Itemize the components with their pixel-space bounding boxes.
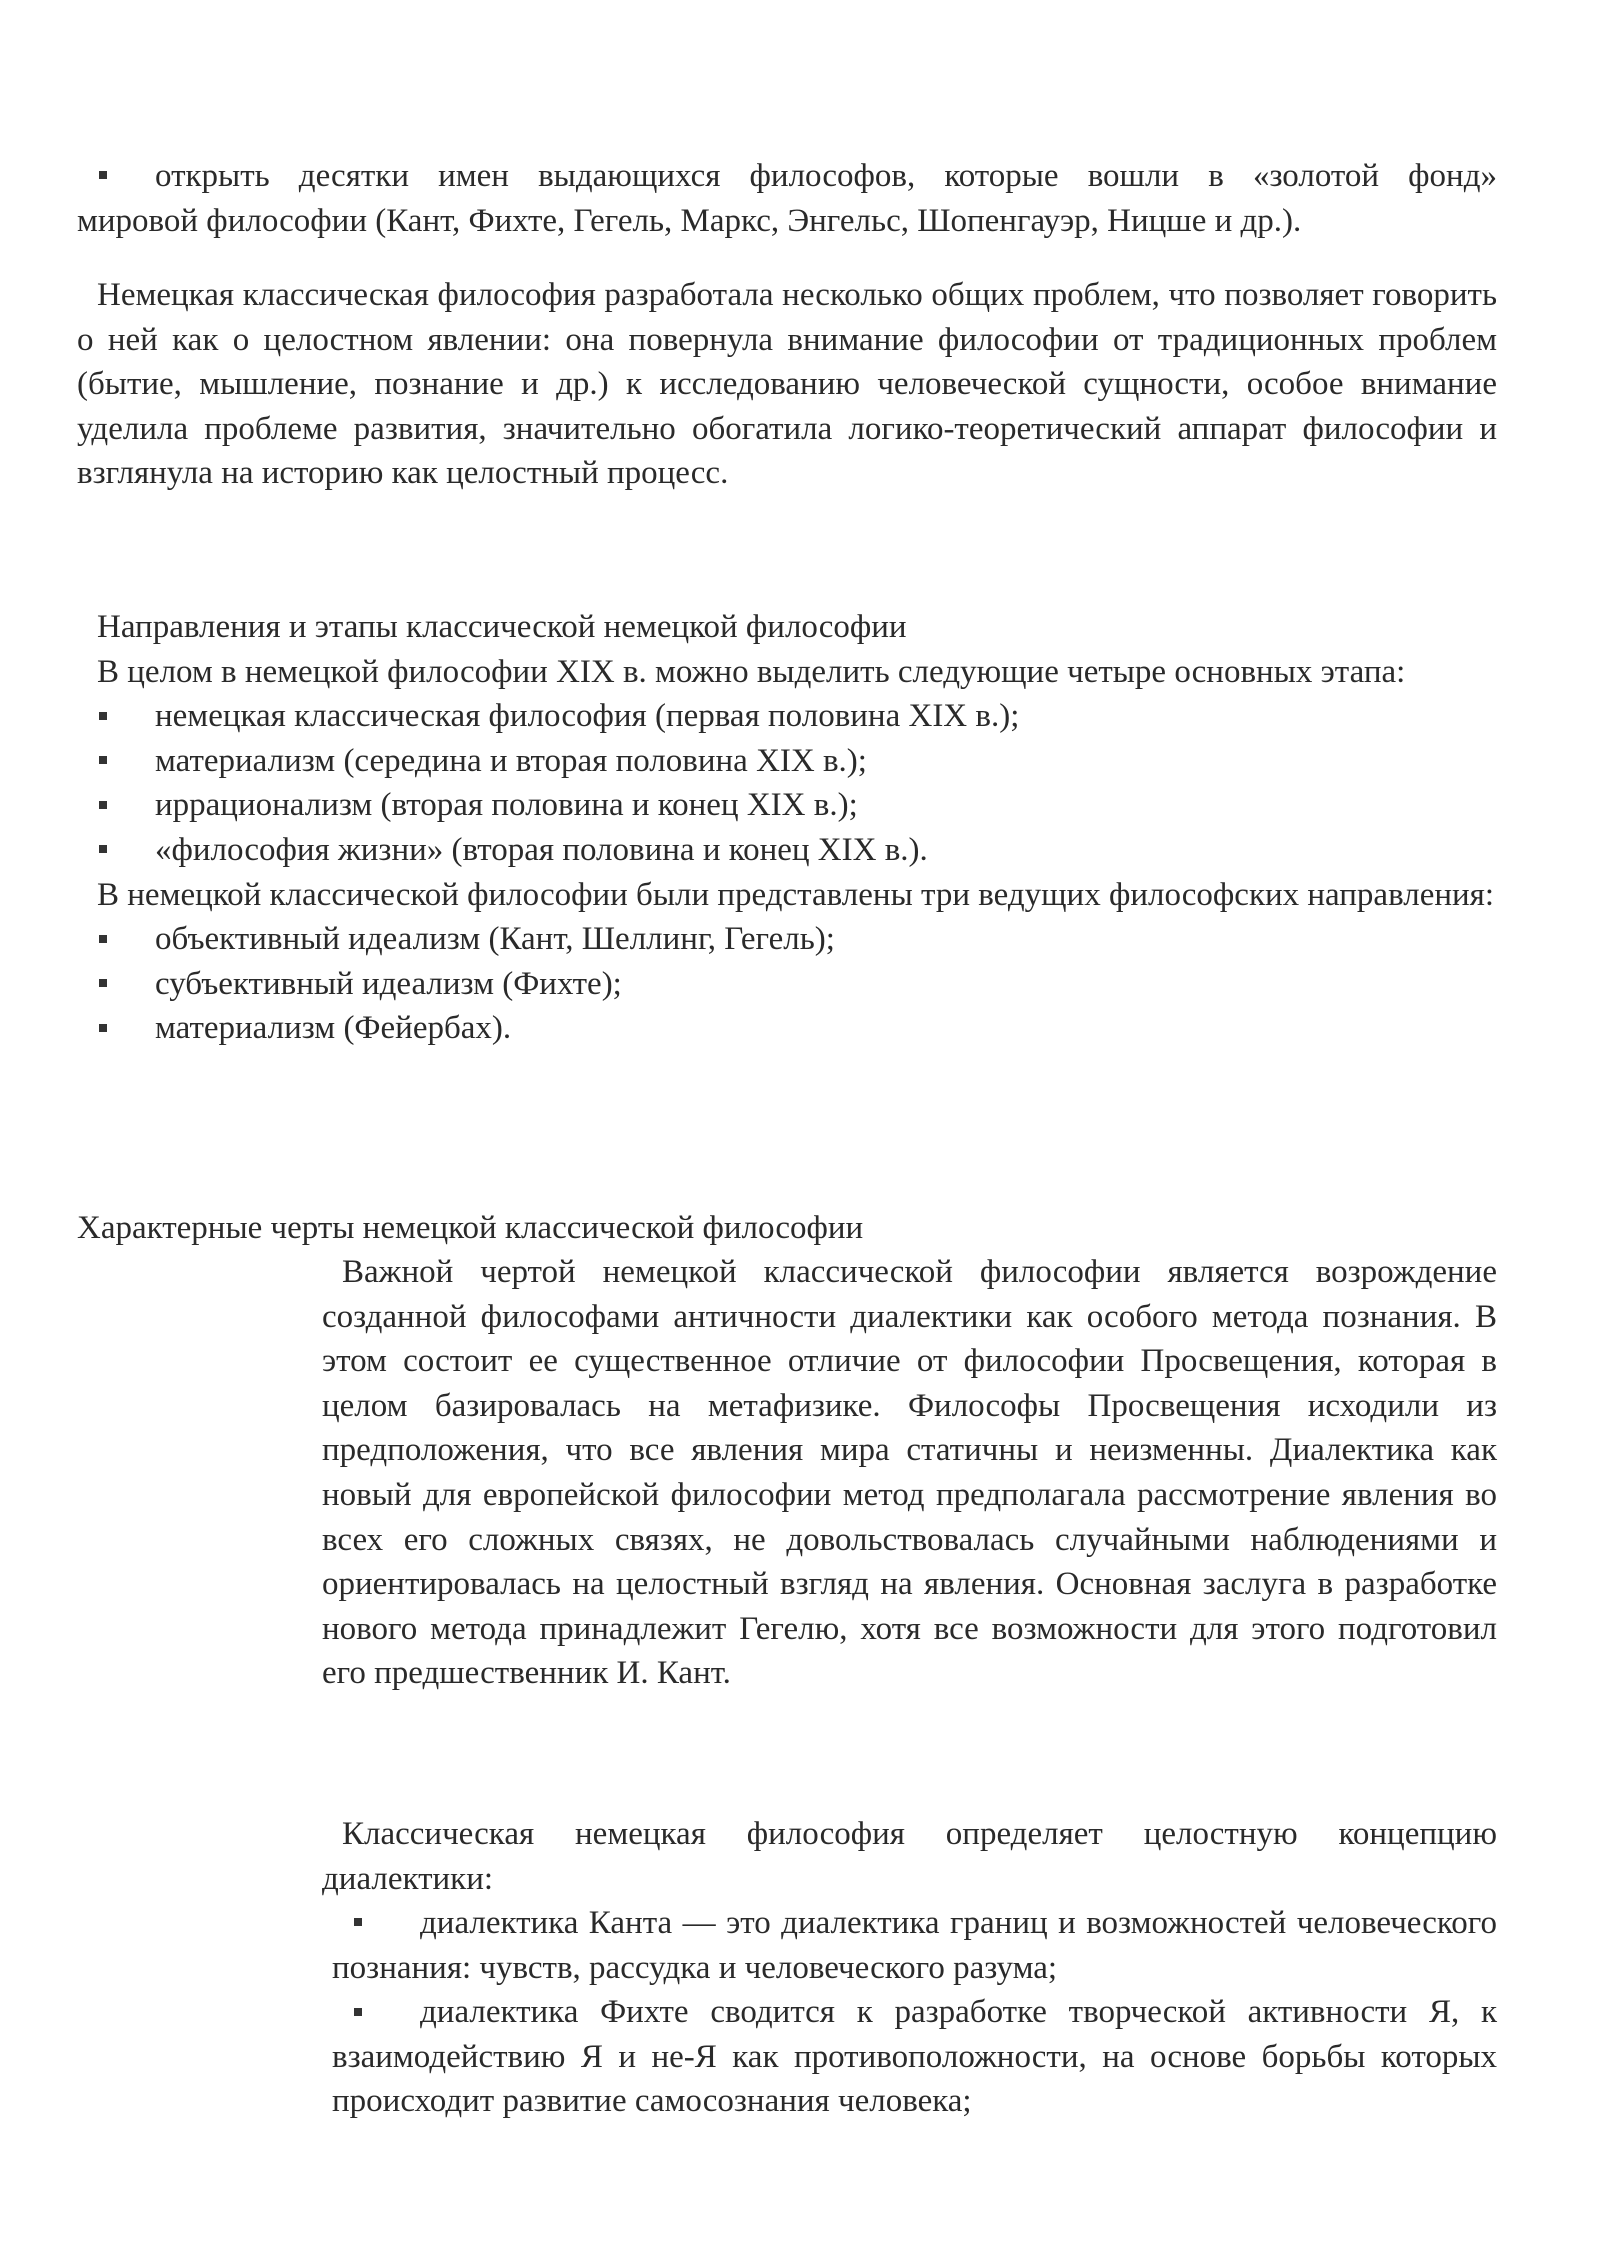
stages-intro: В целом в немецкой философии XIX в. можно выделить следующие четыре основных этапа: <box>97 653 1406 690</box>
list-item: материализм (Фейербах). <box>77 1006 1497 1051</box>
list-item: диалектика Фихте сводится к разработке творческой активности Я, к взаимодействию Я и не-Я как противоположности, на основе борьбы которых происходит развитие самосознания человека; <box>332 1994 1497 2120</box>
list-item: «философия жизни» (вторая половина и конец XIX в.). <box>77 828 1497 873</box>
intro-bullet-line1: открыть десятки имен выдающихся философов, которые вошли в «золотой фонд» <box>155 158 1497 194</box>
intro-bullet <box>77 154 1497 243</box>
directions-intro: В немецкой классической философии были представлены три ведущих философских направления: <box>97 876 1495 913</box>
section-heading-directions: Направления и этапы классической немецкой философии <box>97 609 907 645</box>
list-item: немецкая классическая философия (первая половина XIX в.); <box>77 694 1497 739</box>
bullet-marker-icon <box>99 712 107 720</box>
bullet-marker-icon <box>99 171 107 179</box>
list-item: объективный идеализм (Кант, Шеллинг, Гегель); <box>77 917 1497 962</box>
bullet-marker-icon <box>354 2008 362 2016</box>
intro-bullet-line2: мировой философии (Кант, Фихте, Гегель, Маркс, Энгельс, Шопенгауэр, Ницше и др.). <box>77 202 1302 239</box>
bullet-marker-icon <box>99 801 107 809</box>
list-item: материализм (середина и вторая половина XIX в.); <box>77 739 1497 784</box>
list-item: субъективный идеализм (Фихте); <box>77 962 1497 1007</box>
paragraph-dialectics-text: Важной чертой немецкой классической философии является возрождение созданной философами античности диалектики как особого метода познания. В этом состоит ее существенное отличие от философии Просвещения, которая в целом базировалась на метафизике. Философы Просвещения исходили из предположения, что все явления мира статичны и неизменны. Диалектика как новый для европейской философии метод предполагала рассмотрение явления во всех его сложных связях, не довольствовалась случайными наблюдениями и ориентировалась на целостный взгляд на явления. Основная заслуга в разработке нового метода принадлежит Гегелю, хотя все возможности для этого подготовил его предшественник И. Кант. <box>322 1254 1497 1692</box>
dialectics-list <box>332 1901 1497 2124</box>
paragraph-overview-text: Немецкая классическая философия разработала несколько общих проблем, что позволяет говорить о ней как о целостном явлении: она повернула внимание философии от традиционных проблем (бытие, мышление, познание и др.) к исследованию человеческой сущности, особое внимание уделила проблеме развития, значительно обогатила логико-теоретический аппарат философии и взглянула на историю как целостный процесс. <box>77 277 1497 492</box>
stages-list <box>77 694 1497 872</box>
bullet-marker-icon <box>354 1918 362 1926</box>
bullet-marker-icon <box>99 756 107 764</box>
section-heading-features: Характерные черты немецкой классической философии <box>77 1210 864 1246</box>
bullet-marker-icon <box>99 979 107 987</box>
list-item: иррационализм (вторая половина и конец XIX в.); <box>77 783 1497 828</box>
concept-intro: Классическая немецкая философия определяет целостную концепцию диалектики: <box>322 1816 1497 1897</box>
paragraph-dialectics <box>322 1250 1497 1696</box>
bullet-marker-icon <box>99 1024 107 1032</box>
bullet-marker-icon <box>99 845 107 853</box>
list-item: диалектика Канта — это диалектика границ и возможностей человеческого познания: чувств, рассудка и человеческого разума; <box>332 1905 1497 1986</box>
concept-intro-block <box>322 1812 1497 1901</box>
directions-list <box>77 917 1497 1051</box>
section-directions <box>77 605 1497 1051</box>
paragraph-overview <box>77 273 1497 496</box>
section-heading-features-wrap <box>77 1206 1497 1251</box>
bullet-marker-icon <box>99 935 107 943</box>
